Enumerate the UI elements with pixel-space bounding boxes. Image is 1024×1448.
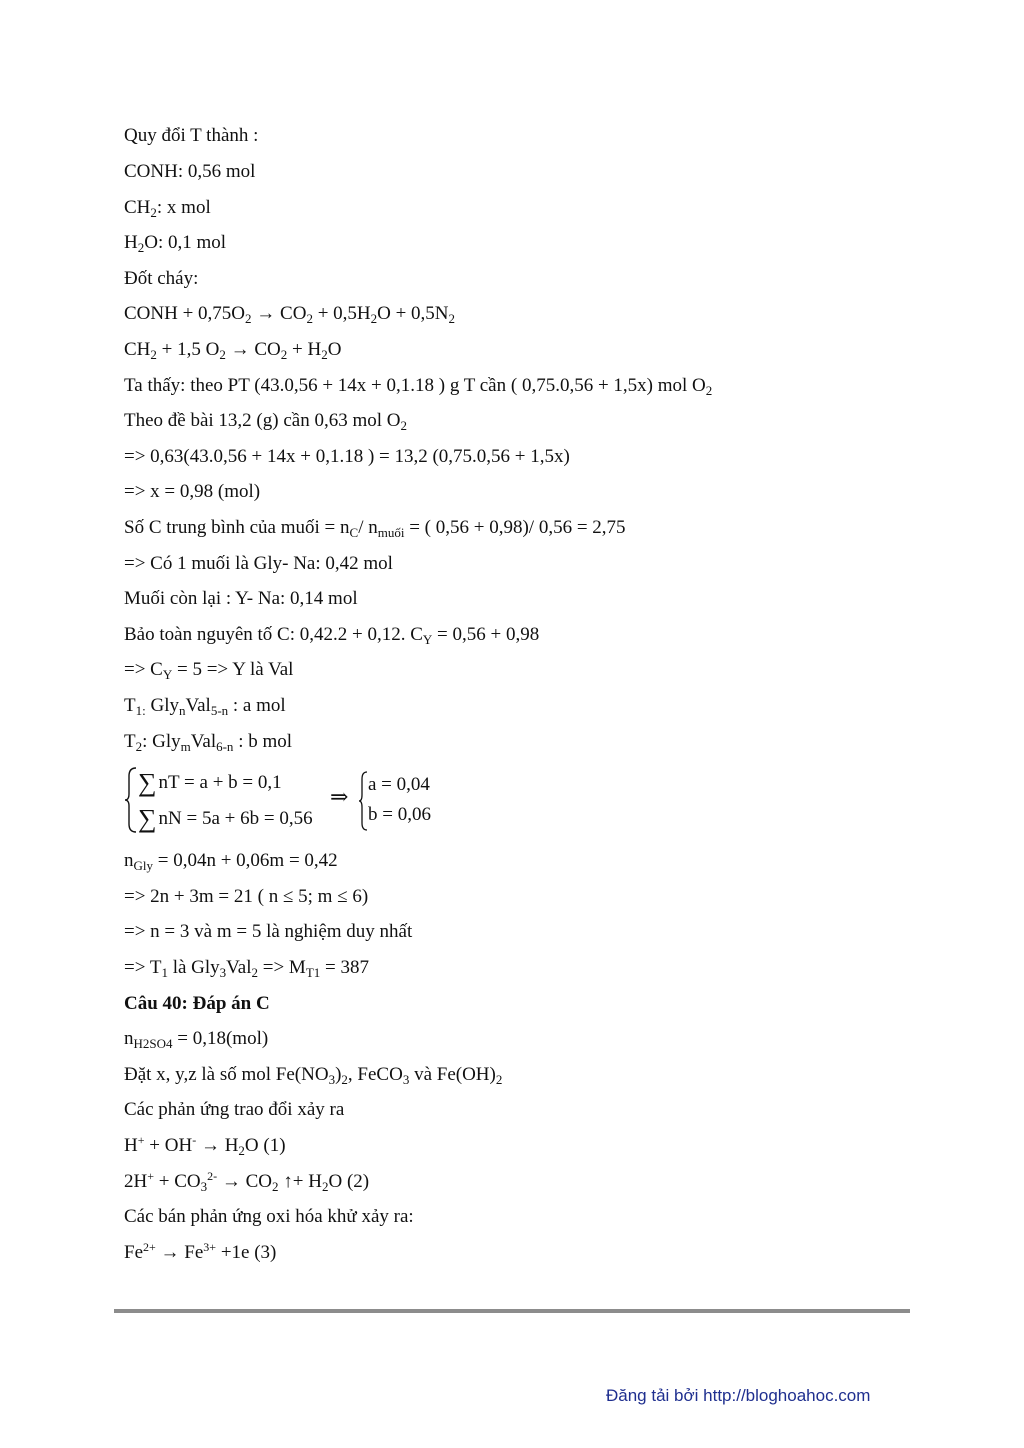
equation-row: ∑ nT = a + b = 0,1 [138, 768, 282, 797]
footer-divider [114, 1309, 910, 1313]
text-line: $n_{H2SO4} = 0,18(mol)$ [124, 1028, 269, 1051]
question-heading: Câu 40: Đáp án C [124, 993, 270, 1014]
footer-credit: Đăng tải bởi http://bloghoahoc.com [606, 1386, 871, 1405]
text-line: => n = 3 và m = 5 là nghiệm duy nhất [124, 921, 413, 942]
text-line: Các bán phản ứng oxi hóa khử xảy ra: [124, 1206, 414, 1227]
text-line: $T_2$: Gly$_m$Val$_{6-n}$ : b mol [124, 731, 293, 754]
implies-arrow-icon: ⇒ [330, 784, 349, 809]
text-line: Theo đề bài 13,2 (g) cần 0,63 mol $O_2$ [124, 410, 407, 433]
text-line: => x = 0,98 (mol) [124, 481, 261, 502]
text-line: Số C trung bình của muối = $n_C/$ $n_{muối}$ = ( 0,56 + 0,98)/ 0,56 = 2,75 [124, 517, 626, 540]
text-line: Bảo toàn nguyên tố C: 0,42.2 + 0,12. $C_Y = 0,56 + 0,98$ [124, 624, 540, 647]
text-line: CONH: 0,56 mol [124, 161, 256, 182]
equation-line: $H^+ + OH^- \to H_2O$ (1) [124, 1133, 286, 1158]
equation-line: CONH + $0,75O_2 \to CO_2 + 0,5H_2O + 0,5N_2$ [124, 303, 456, 326]
text-line: $CH_2$: x mol [124, 197, 211, 220]
equation-line: $2H^+ + CO_3^{2-} \to CO_2$ ↑+ $H_2O$ (2) [124, 1169, 370, 1194]
text-line: Đốt cháy: [124, 268, 199, 289]
text-line: => $T_1$ là $Gly_3Val_2 => M_{T1} = 387$ [124, 957, 369, 980]
equation-line: $Fe^{2+} \to Fe^{3+} +1e$ (3) [124, 1240, 277, 1263]
left-brace-icon [124, 766, 138, 834]
text-line: Muối còn lại : Y- Na: 0,14 mol [124, 588, 358, 609]
text-line: => $C_Y = 5 => Y$ là Val [124, 659, 294, 682]
text-line: Đặt x, y,z là số mol $Fe(NO_3)_2$, FeCO$_3$ và $Fe(OH)_2$ [124, 1064, 503, 1087]
text-line: $H_2O$: 0,1 mol [124, 232, 227, 255]
sigma-icon: ∑ [138, 768, 157, 797]
left-brace-icon [358, 770, 368, 832]
text-line: => Có 1 muối là Gly- Na: 0,42 mol [124, 553, 393, 574]
equation-line: $CH_2 + 1,5$ $O_2 \to CO_2 + H_2O$ [124, 339, 342, 362]
text-line: $n_{Gly} = 0,04n + 0,06m = 0,42$ [124, 850, 338, 873]
text-line: Các phản ứng trao đổi xảy ra [124, 1099, 345, 1120]
text-line: Ta thấy: theo PT (43.0,56 + 14x + 0,1.18 ) g T cần ( 0,75.0,56 + 1,5x) mol $O_2$ [124, 375, 713, 398]
text-line: => 2n + 3m = 21 ( n ≤ 5; m ≤ 6) [124, 886, 369, 907]
text-line: Quy đổi T thành : [124, 125, 259, 146]
text-line: $T_{1:}$ Gly$_n$Val$_{5-n}$ : a mol [124, 695, 286, 718]
equation-row: ∑ nN = 5a + 6b = 0,56 [138, 804, 313, 833]
equation-row: a = 0,04 [368, 774, 430, 795]
text-line: => 0,63(43.0,56 + 14x + 0,1.18 ) = 13,2 (0,75.0,56 + 1,5x) [124, 446, 570, 467]
equation-row: b = 0,06 [368, 804, 431, 825]
equation-system [124, 764, 484, 836]
sigma-icon: ∑ [138, 804, 157, 833]
